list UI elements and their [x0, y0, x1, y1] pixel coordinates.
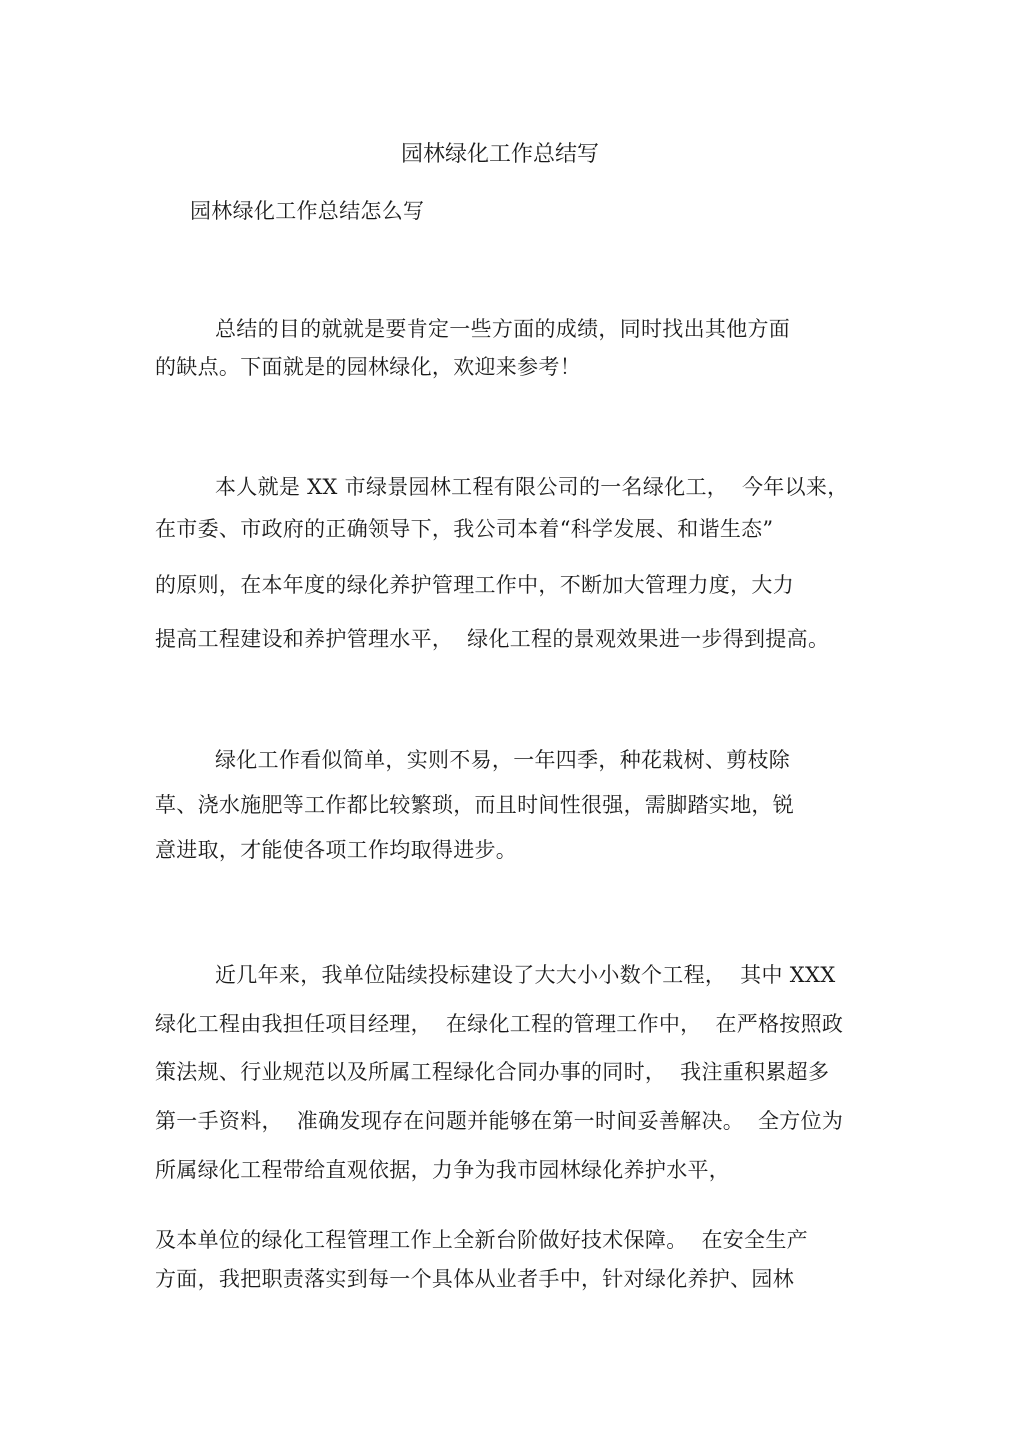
paragraph-4-line-5: 所属绿化工程带给直观依据，力争为我市园林绿化养护水平，	[155, 1158, 731, 1182]
paragraph-3-line-3: 意进取，才能使各项工作均取得进步。	[155, 838, 518, 862]
paragraph-4-line-3: 策法规、行业规范以及所属工程绿化合同办事的同时， 我注重积累超多	[155, 1060, 830, 1084]
paragraph-3-line-1: 绿化工作看似简单，实则不易，一年四季，种花栽树、剪枝除	[215, 748, 791, 772]
document-subtitle: 园林绿化工作总结怎么写	[190, 199, 425, 223]
paragraph-4-line-7: 方面，我把职责落实到每一个具体从业者手中，针对绿化养护、园林	[155, 1267, 794, 1291]
document-title: 园林绿化工作总结写	[400, 142, 599, 167]
paragraph-2-line-2: 在市委、市政府的正确领导下，我公司本着“科学发展、和谐生态”	[155, 517, 774, 541]
paragraph-2-line-3: 的原则，在本年度的绿化养护管理工作中，不断加大管理力度，大力	[155, 573, 794, 597]
paragraph-1-line-2: 的缺点。下面就是的园林绿化，欢迎来参考！	[155, 355, 581, 379]
paragraph-2-line-1: 本人就是 XX 市绿景园林工程有限公司的一名绿化工， 今年以来，	[215, 475, 849, 499]
paragraph-3-line-2: 草、浇水施肥等工作都比较繁琐，而且时间性很强，需脚踏实地，锐	[155, 793, 794, 817]
paragraph-2-line-4: 提高工程建设和养护管理水平， 绿化工程的景观效果进一步得到提高。	[155, 627, 830, 651]
paragraph-4-line-6: 及本单位的绿化工程管理工作上全新台阶做好技术保障。 在安全生产	[155, 1228, 808, 1252]
paragraph-4-line-1: 近几年来，我单位陆续投标建设了大大小小数个工程， 其中 XXX	[215, 963, 836, 987]
paragraph-4-line-2: 绿化工程由我担任项目经理， 在绿化工程的管理工作中， 在严格按照政	[155, 1012, 844, 1036]
paragraph-1-line-1: 总结的目的就就是要肯定一些方面的成绩，同时找出其他方面	[215, 317, 791, 341]
paragraph-4-line-4: 第一手资料， 准确发现存在问题并能够在第一时间妥善解决。 全方位为	[155, 1109, 844, 1133]
